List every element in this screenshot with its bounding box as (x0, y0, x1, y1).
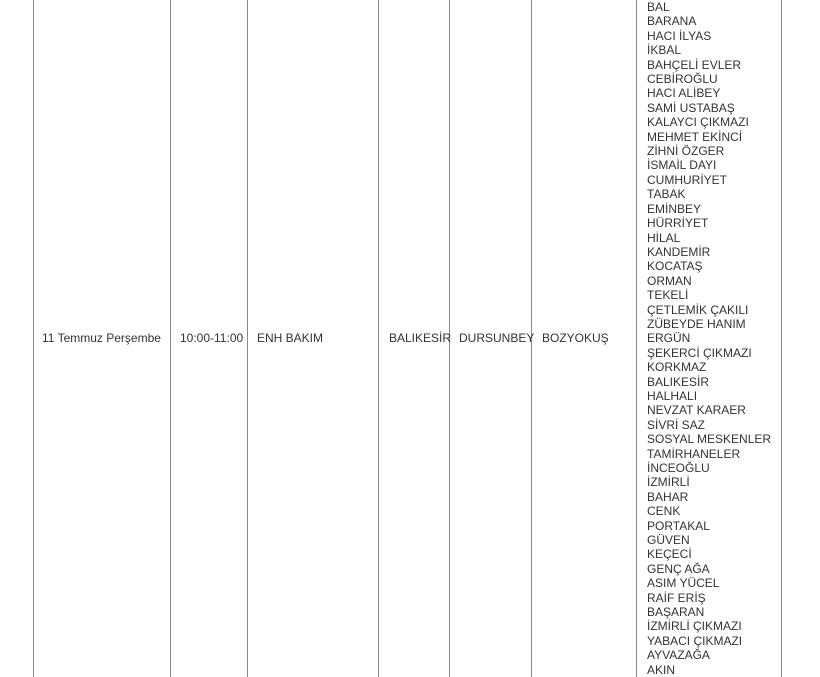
street-item: SOSYAL MESKENLER (647, 432, 772, 447)
district-cell: DURSUNBEY (459, 331, 535, 345)
street-item: BARANA (647, 14, 697, 29)
street-item: GENÇ AĞA (647, 561, 710, 576)
neighborhood-cell: BOZYOKUŞ (542, 331, 609, 345)
street-item: TEKELİ (647, 288, 689, 303)
time-cell: 10:00-11:00 (180, 331, 244, 345)
street-item: PORTAKAL (647, 518, 710, 533)
street-item: KANDEMİR (647, 244, 711, 259)
street-item: GÜVEN (647, 533, 690, 548)
street-item: İKBAL (647, 43, 682, 58)
street-item: TABAK (647, 187, 686, 202)
street-item: RAİF ERİŞ (647, 590, 706, 605)
column-divider (781, 0, 782, 677)
street-item: KOCATAŞ (647, 259, 703, 274)
province-cell: BALIKESİR (389, 331, 452, 345)
date-cell: 11 Temmuz Perşembe (42, 331, 161, 345)
street-list (647, 0, 771, 677)
column-divider (33, 0, 34, 677)
street-item: HÜRRİYET (647, 216, 709, 231)
street-item: CENK (647, 504, 681, 519)
street-item: KEÇECİ (647, 547, 692, 562)
street-item: CUMHURİYET (647, 172, 727, 187)
street-item: YABACI ÇIKMAZI (647, 633, 743, 648)
street-item: İZMİRLİ (647, 475, 690, 490)
street-item: BAŞARAN (647, 605, 705, 620)
column-divider (636, 0, 637, 677)
street-item: CEBİROĞLU (647, 72, 718, 87)
street-item: HACI İLYAS (647, 28, 712, 43)
column-divider (378, 0, 379, 677)
column-divider (170, 0, 171, 677)
work-type-cell: ENH BAKIM (257, 331, 324, 345)
street-item: ÇETLEMİK ÇAKILI (647, 302, 749, 317)
street-item: AKIN (647, 662, 676, 677)
street-item: ASIM YÜCEL (647, 576, 720, 591)
street-item: ORMAN (647, 273, 692, 288)
street-item: İZMİRLİ ÇIKMAZI (647, 619, 742, 634)
street-item: HACI ALİBEY (647, 86, 721, 101)
street-item: HİLAL (647, 230, 681, 245)
street-item: SİVRİ SAZ (647, 417, 706, 432)
street-item: AYVAZAĞA (647, 648, 710, 663)
street-item: TAMİRHANELER (647, 446, 741, 461)
street-item: MEHMET EKİNCİ (647, 129, 743, 144)
column-divider (247, 0, 248, 677)
street-item: ŞEKERCİ ÇIKMAZI (647, 345, 752, 360)
street-item: ERGÜN (647, 331, 691, 346)
street-item: KORKMAZ (647, 360, 707, 375)
street-item: BAHÇELİ EVLER (647, 57, 742, 72)
street-item: BAHAR (647, 489, 689, 504)
street-item: BAL (647, 0, 670, 14)
street-item: ZİHNİ ÖZGER (647, 144, 725, 159)
street-item: SAMİ USTABAŞ (647, 100, 735, 115)
street-item: EMİNBEY (647, 201, 702, 216)
street-item: İSMAİL DAYI (647, 158, 717, 173)
street-item: ZÜBEYDE HANIM (647, 316, 746, 331)
street-item: BALIKESİR (647, 374, 710, 389)
street-item: NEVZAT KARAER (647, 403, 746, 418)
street-item: HALHALI (647, 388, 698, 403)
street-item: KALAYCI ÇIKMAZI (647, 115, 749, 130)
street-item: İNCEOĞLU (647, 461, 710, 475)
